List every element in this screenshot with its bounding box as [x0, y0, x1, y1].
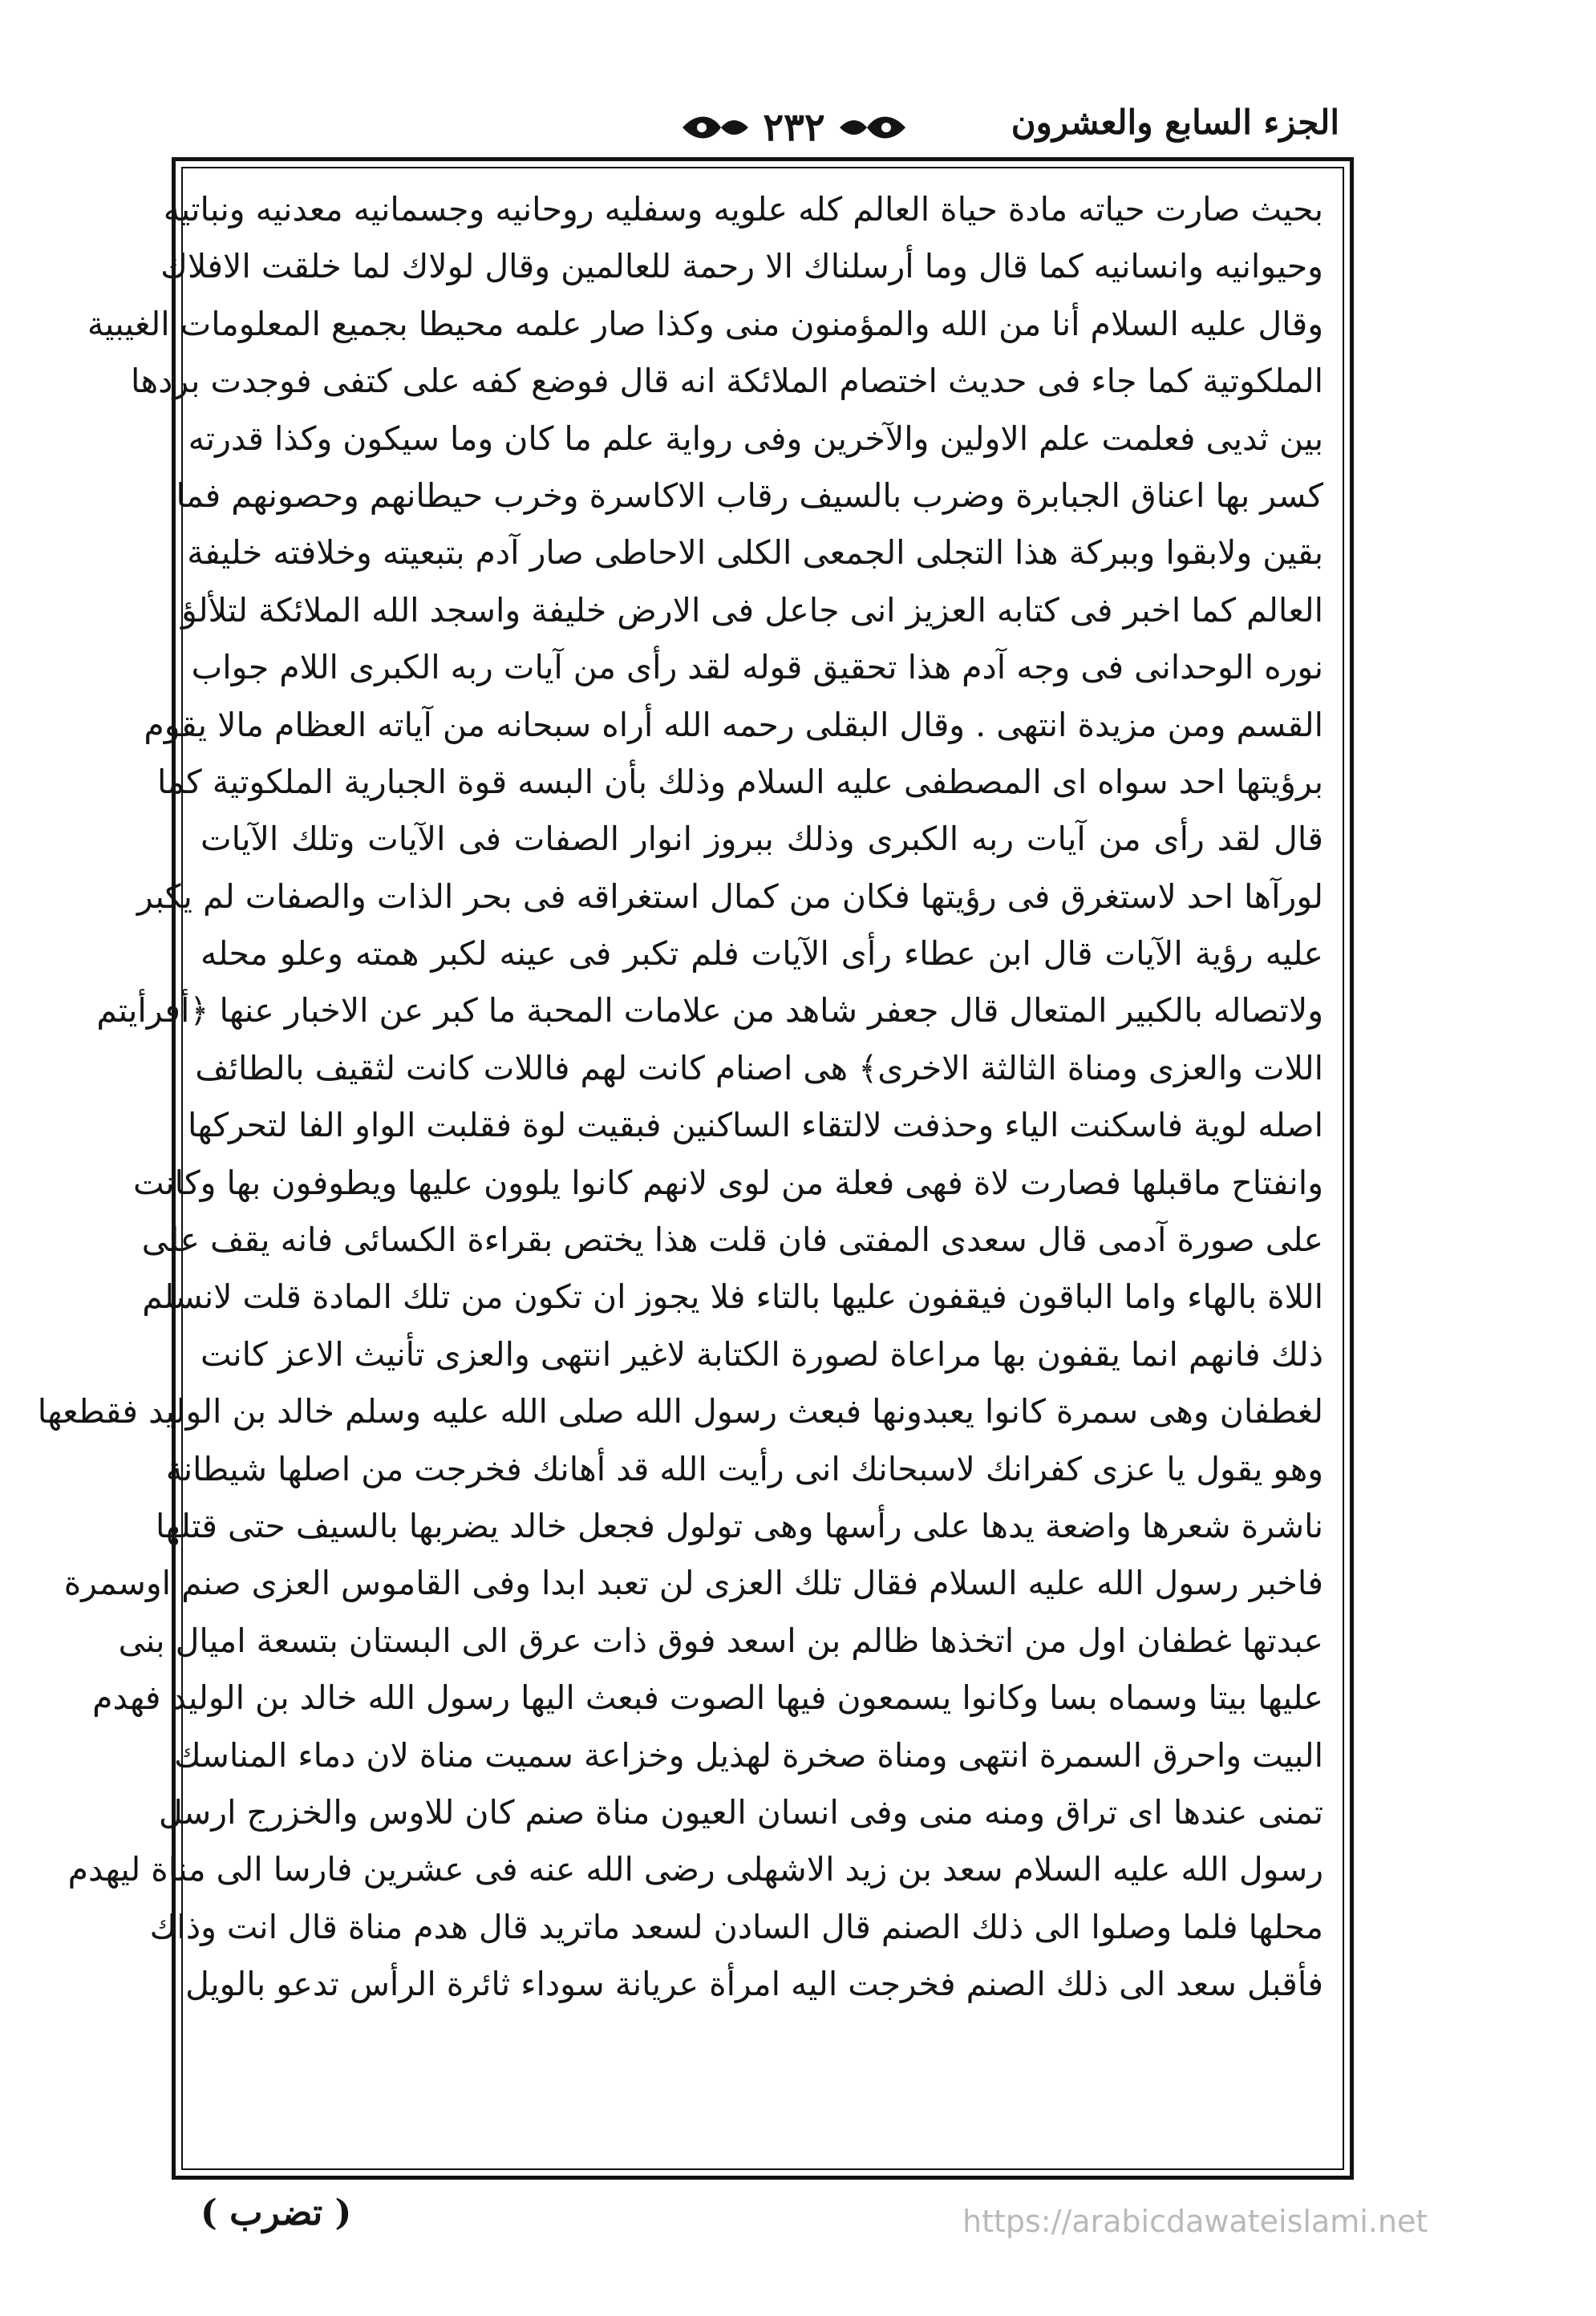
ornament-left-icon	[679, 110, 751, 145]
text-line: عليها بيتا وسماه بسا وكانوا يسمعون فيها الصوت فبعث اليها رسول الله خالد بن الوليد فهدم	[92, 1678, 1323, 1718]
text-line: فأقبل سعد الى ذلك الصنم فخرجت اليه امرأة عريانة سوداء ثائرة الرأس تدعو بالويل	[185, 1965, 1323, 2004]
volume-title: الجزء السابع والعشرون	[1011, 103, 1339, 142]
text-line: فاخبر رسول الله عليه السلام فقال تلك العزى لن تعبد ابدا وفى القاموس العزى صنم اوسمرة	[63, 1564, 1323, 1603]
text-line: وحيوانيه وانسانيه كما قال وما أرسلناك الا رحمة للعالمين وقال لولاك لما خلقت الافلاك	[160, 247, 1323, 286]
text-line: الملكوتية كما جاء فى حديث اختصام الملائكة انه قال فوضع كفه على كتفى فوجدت بردها	[131, 362, 1323, 401]
text-line: محلها فلما وصلوا الى ذلك الصنم قال السادن لسعد ماتريد قال هدم مناة قال انت وذاك	[149, 1907, 1323, 1946]
text-line: اصله لوية فاسكنت الياء وحذفت لالتقاء الساكنين فبقيت لوة فقلبت الواو الفا لتحركها	[188, 1106, 1323, 1145]
text-line: برؤيتها احد سواه اى المصطفى عليه السلام وذلك بأن البسه قوة الجبارية الملكوتية كما	[156, 762, 1323, 801]
watermark-url: https://arabicdawateislami.net	[962, 2204, 1428, 2239]
page-number-group	[626, 99, 962, 156]
text-line: على صورة آدمى قال سعدى المفتى فان قلت هذا يختص بقراءة الكسائى فانه يقف على	[141, 1221, 1323, 1260]
text-line: القسم ومن مزيدة انتهى . وقال البقلى رحمه الله أراه سبحانه من آياته العظام مالا يقوم	[144, 705, 1323, 744]
text-line: ولاتصاله بالكبير المتعال قال جعفر شاهد من علامات المحبة ما كبر عن الاخبار عنها ﴿أفرأيتم	[96, 991, 1323, 1030]
text-line: بحيث صارت حياته مادة حياة العالم كله علويه وسفليه روحانيه وجسمانيه معدنيه ونباتيه	[163, 190, 1323, 229]
body-text	[37, 181, 1323, 2162]
text-line: العالم كما اخبر فى كتابه العزيز انى جاعل فى الارض خليفة واسجد الله الملائكة لتلألؤ	[180, 590, 1323, 630]
catchword: ( تضرب )	[201, 2193, 352, 2233]
page-number: ٢٣٢	[763, 105, 825, 150]
text-line: عبدتها غطفان اول من اتخذها ظالم بن اسعد فوق ذات عرق الى البستان بتسعة اميال بنى	[118, 1621, 1323, 1660]
text-line: قال لقد رأى من آيات ربه الكبرى وذلك ببروز انوار الصفات فى الآيات وتلك الآيات	[201, 820, 1323, 859]
text-line: اللات والعزى ومناة الثالثة الاخرى﴾ هى اصنام كانت لهم فاللات كانت لثقيف بالطائف	[195, 1048, 1323, 1087]
text-line: نوره الوحدانى فى وجه آدم هذا تحقيق قوله لقد رأى من آيات ربه الكبرى اللام جواب	[191, 648, 1323, 687]
text-line: وانفتاح ماقبلها فصارت لاة فهى فعلة من لوى لانهم كانوا يلوون عليها ويطوفون بها وكانت	[132, 1163, 1323, 1202]
text-line: ناشرة شعرها واضعة يدها على رأسها وهى تولول فجعل خالد يضربها بالسيف حتى قتلها	[155, 1506, 1323, 1545]
text-line: لورآها احد لاستغرق فى رؤيتها فكان من كمال استغراقه فى بحر الذات والصفات لم يكبر	[136, 877, 1323, 916]
text-line: كسر بها اعناق الجبابرة وضرب بالسيف رقاب الاكاسرة وخرب حيطانهم وحصونهم فما	[176, 476, 1323, 515]
text-line: اللاة بالهاء واما الباقون فيقفون عليها بالتاء فلا يجوز ان تكون من تلك المادة قلت لانسلم	[142, 1277, 1323, 1317]
text-line: ذلك فانهم انما يقفون بها مراعاة لصورة الكتابة لاغير انتهى والعزى تأنيث الاعز كانت	[201, 1334, 1323, 1374]
text-line: تمنى عندها اى تراق ومنه منى وفى انسان العيون مناة صنم كان للاوس والخزرج ارسل	[158, 1792, 1323, 1832]
text-line: بقين ولابقوا وببركة هذا التجلى الجمعى الكلى الاحاطى صار آدم بتبعيته وخلافته خليفة	[187, 533, 1323, 573]
ornament-right-icon	[836, 110, 909, 145]
text-line: وهو يقول يا عزى كفرانك لاسبحانك انى رأيت الله قد أهانك فخرجت من اصلها شيطانة	[165, 1449, 1323, 1488]
text-line: البيت واحرق السمرة انتهى ومناة صخرة لهذيل وخزاعة سميت مناة لان دماء المناسك	[173, 1735, 1323, 1775]
text-line: بين ثديى فعلمت علم الاولين والآخرين وفى رواية علم ما كان وما سيكون وكذا قدرته	[188, 419, 1323, 458]
text-line: عليه رؤية الآيات قال ابن عطاء رأى الآيات فلم تكبر فى عينه لكبر همته وعلو محله	[201, 934, 1323, 974]
text-line: رسول الله عليه السلام سعد بن زيد الاشهلى رضى الله عنه فى عشرين فارسا الى مناة ليهدم	[67, 1850, 1323, 1889]
text-line: وقال عليه السلام أنا من الله والمؤمنون منى وكذا صار علمه محيطا بجميع المعلومات الغيبية	[87, 304, 1323, 343]
text-line: لغطفان وهى سمرة كانوا يعبدونها فبعث رسول الله صلى الله عليه وسلم خالد بن الوليد فقطعها	[37, 1392, 1323, 1431]
